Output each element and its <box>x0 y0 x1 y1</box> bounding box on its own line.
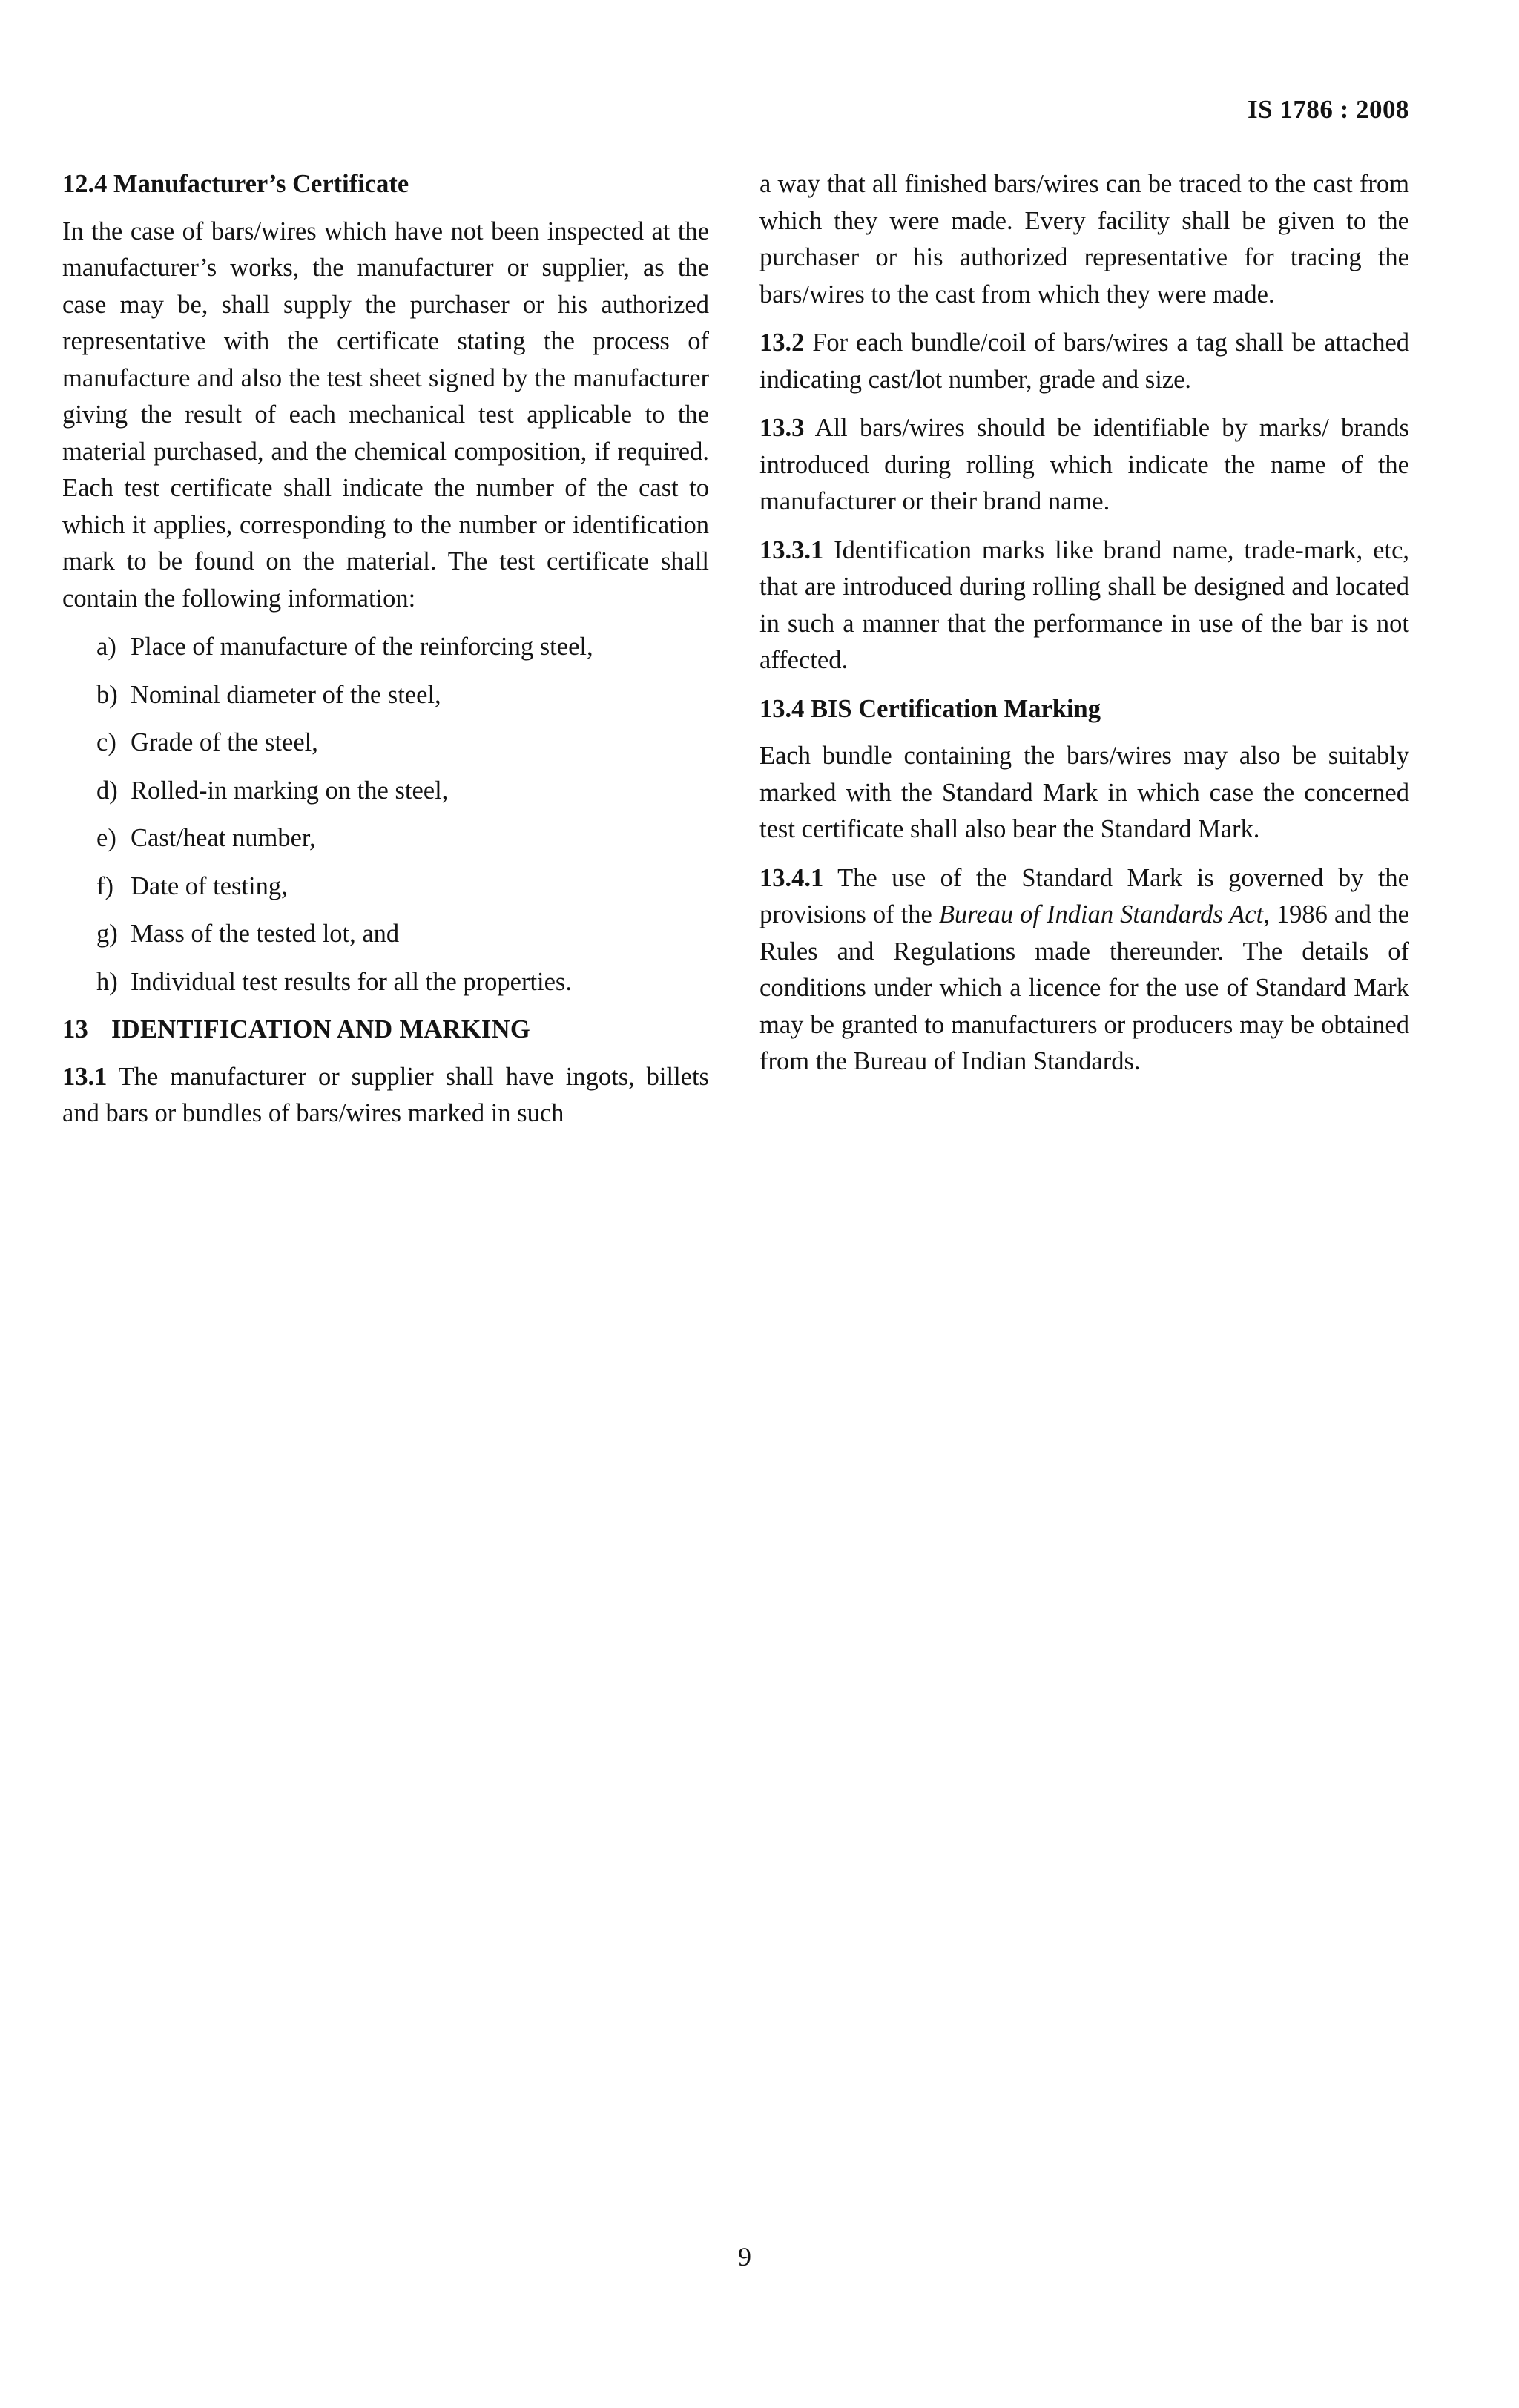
bis-certification-marking-heading: 13.4 BIS Certification Marking <box>760 694 1101 723</box>
list-item <box>96 964 709 1001</box>
list-item-label: e) <box>96 824 116 852</box>
clause-13-4-1 <box>760 860 1409 1081</box>
clause-number: 13.1 <box>62 1062 108 1091</box>
section-13-heading <box>62 1012 709 1049</box>
list-item <box>96 916 709 953</box>
clause-number: 13.4.1 <box>760 863 824 892</box>
list-item-text: Individual test results for all the properties. <box>131 967 572 996</box>
list-item <box>96 868 709 906</box>
clause-13-3-1 <box>760 532 1409 679</box>
list-item-text: Grade of the steel, <box>131 728 318 756</box>
page-number: 9 <box>738 2242 751 2272</box>
clause-number: 13.3 <box>760 414 805 442</box>
clause-number: 13.2 <box>760 329 805 357</box>
list-item-label: f) <box>96 871 113 900</box>
list-item-label: g) <box>96 920 118 948</box>
clause-text: For each bundle/coil of bars/wires a tag shall be attached indicating cast/lot number, grade and size. <box>760 329 1410 394</box>
list-item-text: Nominal diameter of the steel, <box>131 680 441 709</box>
list-item-text: Mass of the tested lot, and <box>131 920 400 948</box>
list-item <box>96 820 709 857</box>
manufacturer-certificate-heading: 12.4 Manufacturer’s Certificate <box>62 170 409 198</box>
list-item-label: c) <box>96 728 116 756</box>
list-item <box>96 677 709 714</box>
list-item-label: b) <box>96 680 118 709</box>
clause-13-1 <box>62 1059 709 1132</box>
clause-13-3 <box>760 410 1409 521</box>
list-item-text: Date of testing, <box>131 871 288 900</box>
list-item <box>96 725 709 762</box>
certificate-information-list <box>62 629 709 1000</box>
clause-text: The manufacturer or supplier shall have ingots, billets and bars or bundles of bars/wires marked in such <box>62 1062 709 1127</box>
list-item-text: Rolled-in marking on the steel, <box>131 776 449 805</box>
clause-13-4-text: Each bundle containing the bars/wires may also be suitably marked with the Standard Mark in which case the concerned test certificate shall also bear the Standard Mark. <box>760 742 1409 843</box>
act-name: Bureau of Indian Standards Act <box>938 900 1264 928</box>
manufacturer-certificate-body: In the case of bars/wires which have not been inspected at the manufacturer’s works, the manufacturer or supplier, as the case may be, shall supply the purchaser or his authorized representative with the certificate stating the process of manufacture and also the test sheet signed by the manufacturer giving the result of each mechanical test applicable to the material purchased, and the chemical composition, if required. Each test certificate shall indicate the number of the cast to which it applies, corresponding to the number or identification mark to be found on the material. The test certificate shall contain the following information: <box>62 217 709 613</box>
right-column <box>760 166 1409 1092</box>
list-item-label: a) <box>96 633 116 661</box>
section-number: 13 <box>62 1015 89 1043</box>
standard-code: IS 1786 : 2008 <box>1248 95 1409 124</box>
clause-text: Identification marks like brand name, trade-mark, etc, that are introduced during rolling shall be designed and located in such a manner that the performance in use of the bar is not affected. <box>760 535 1410 674</box>
clause-text-before: The use of the Standard Mark is governed by the provisions of the <box>760 863 1409 928</box>
list-item-label: h) <box>96 967 118 996</box>
list-item-label: d) <box>96 776 118 805</box>
section-title: IDENTIFICATION AND MARKING <box>111 1015 530 1043</box>
list-item-text: Cast/heat number, <box>131 824 316 852</box>
clause-text-after: , 1986 and the Rules and Regulations made thereunder. The details of conditions under which a licence for the use of Standard Mark may be granted to manufacturers or producers may be obtained from the Bureau of Indian Standards. <box>760 900 1409 1075</box>
clause-text: All bars/wires should be identifiable by marks/ brands introduced during rolling which indicate the name of the manufacturer or their brand name. <box>760 414 1409 515</box>
left-column <box>62 166 709 1144</box>
list-item <box>96 629 709 666</box>
clause-13-1-continued: a way that all finished bars/wires can be traced to the cast from which they were made. Every facility shall be given to the purchaser or his authorized representative for tracing the bars/wires to the cast from which they were made. <box>760 170 1409 309</box>
clause-13-2 <box>760 325 1409 398</box>
list-item <box>96 773 709 810</box>
list-item-text: Place of manufacture of the reinforcing steel, <box>131 633 593 661</box>
clause-number: 13.3.1 <box>760 535 824 564</box>
